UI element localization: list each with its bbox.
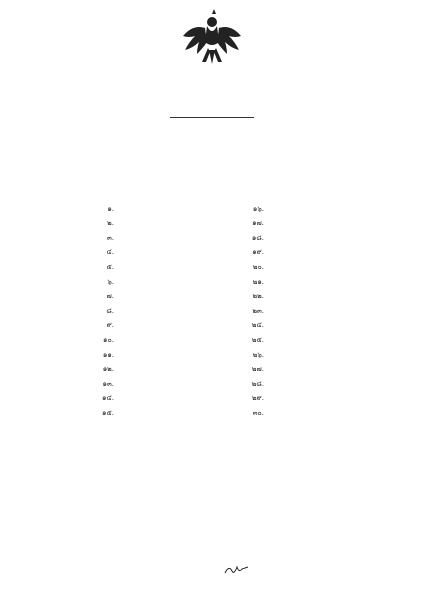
item-number: ๕. — [106, 262, 114, 271]
list-item — [96, 304, 246, 319]
item-number: ๒๘. — [251, 379, 264, 388]
item-number: ๔. — [106, 248, 114, 257]
item-number: ๑๖. — [252, 204, 264, 213]
list-item — [246, 231, 396, 246]
signature-icon — [224, 565, 250, 575]
item-number: ๑๙. — [252, 248, 264, 257]
participant-list — [96, 202, 396, 421]
subject-line-2 — [81, 88, 384, 97]
list-item — [96, 348, 246, 363]
item-number: ๒๑. — [252, 277, 264, 286]
item-number: ๑๔. — [102, 394, 114, 403]
list-item — [96, 231, 246, 246]
list-item — [96, 260, 246, 275]
list-item — [246, 304, 396, 319]
list-item — [246, 392, 396, 407]
item-number: ๒๙. — [252, 394, 264, 403]
list-item — [96, 377, 246, 392]
list-item — [96, 202, 246, 217]
list-item — [96, 275, 246, 290]
list-item — [246, 290, 396, 305]
list-item — [246, 260, 396, 275]
item-number: ๑๓. — [102, 379, 114, 388]
item-number: ๘. — [106, 306, 114, 315]
list-item — [246, 377, 396, 392]
item-number: ๒๐. — [252, 262, 264, 271]
item-number: ๒. — [107, 219, 114, 228]
list-item — [246, 246, 396, 261]
item-number: ๒๗. — [251, 365, 264, 374]
participant-column-right — [246, 202, 396, 421]
item-number: ๒๓. — [252, 306, 264, 315]
list-item — [96, 217, 246, 232]
list-item — [246, 348, 396, 363]
item-number: ๖. — [107, 277, 114, 286]
item-number: ๑๑. — [102, 350, 114, 359]
list-item — [96, 406, 246, 421]
item-number: ๑๗. — [252, 219, 264, 228]
list-item — [246, 202, 396, 217]
list-item — [246, 406, 396, 421]
item-number: ๑๘. — [251, 233, 264, 242]
item-number: ๙. — [106, 321, 114, 330]
list-item — [246, 217, 396, 232]
item-number: ๑๒. — [102, 365, 114, 374]
item-number: ๒๒. — [252, 292, 264, 301]
item-number: ๗. — [106, 292, 114, 301]
list-item — [96, 392, 246, 407]
list-item — [96, 363, 246, 378]
item-number: ๑๕. — [102, 408, 114, 417]
list-item — [246, 319, 396, 334]
list-item — [96, 319, 246, 334]
item-number: ๒๕. — [251, 335, 264, 344]
garuda-emblem-icon — [181, 8, 243, 70]
list-item — [246, 333, 396, 348]
item-number: ๓. — [106, 233, 114, 242]
item-number: ๓๐. — [252, 408, 264, 417]
item-number: ๒๖. — [252, 350, 264, 359]
item-number: ๒๔. — [251, 321, 264, 330]
list-item — [96, 333, 246, 348]
list-item — [246, 363, 396, 378]
body-text — [40, 128, 394, 134]
list-item — [96, 246, 246, 261]
subject-block — [62, 88, 384, 97]
item-number: ๑๐. — [103, 335, 114, 344]
header-divider — [170, 117, 254, 118]
participant-column-left — [96, 202, 246, 421]
list-item — [246, 275, 396, 290]
list-item — [96, 290, 246, 305]
item-number: ๑. — [107, 204, 114, 213]
